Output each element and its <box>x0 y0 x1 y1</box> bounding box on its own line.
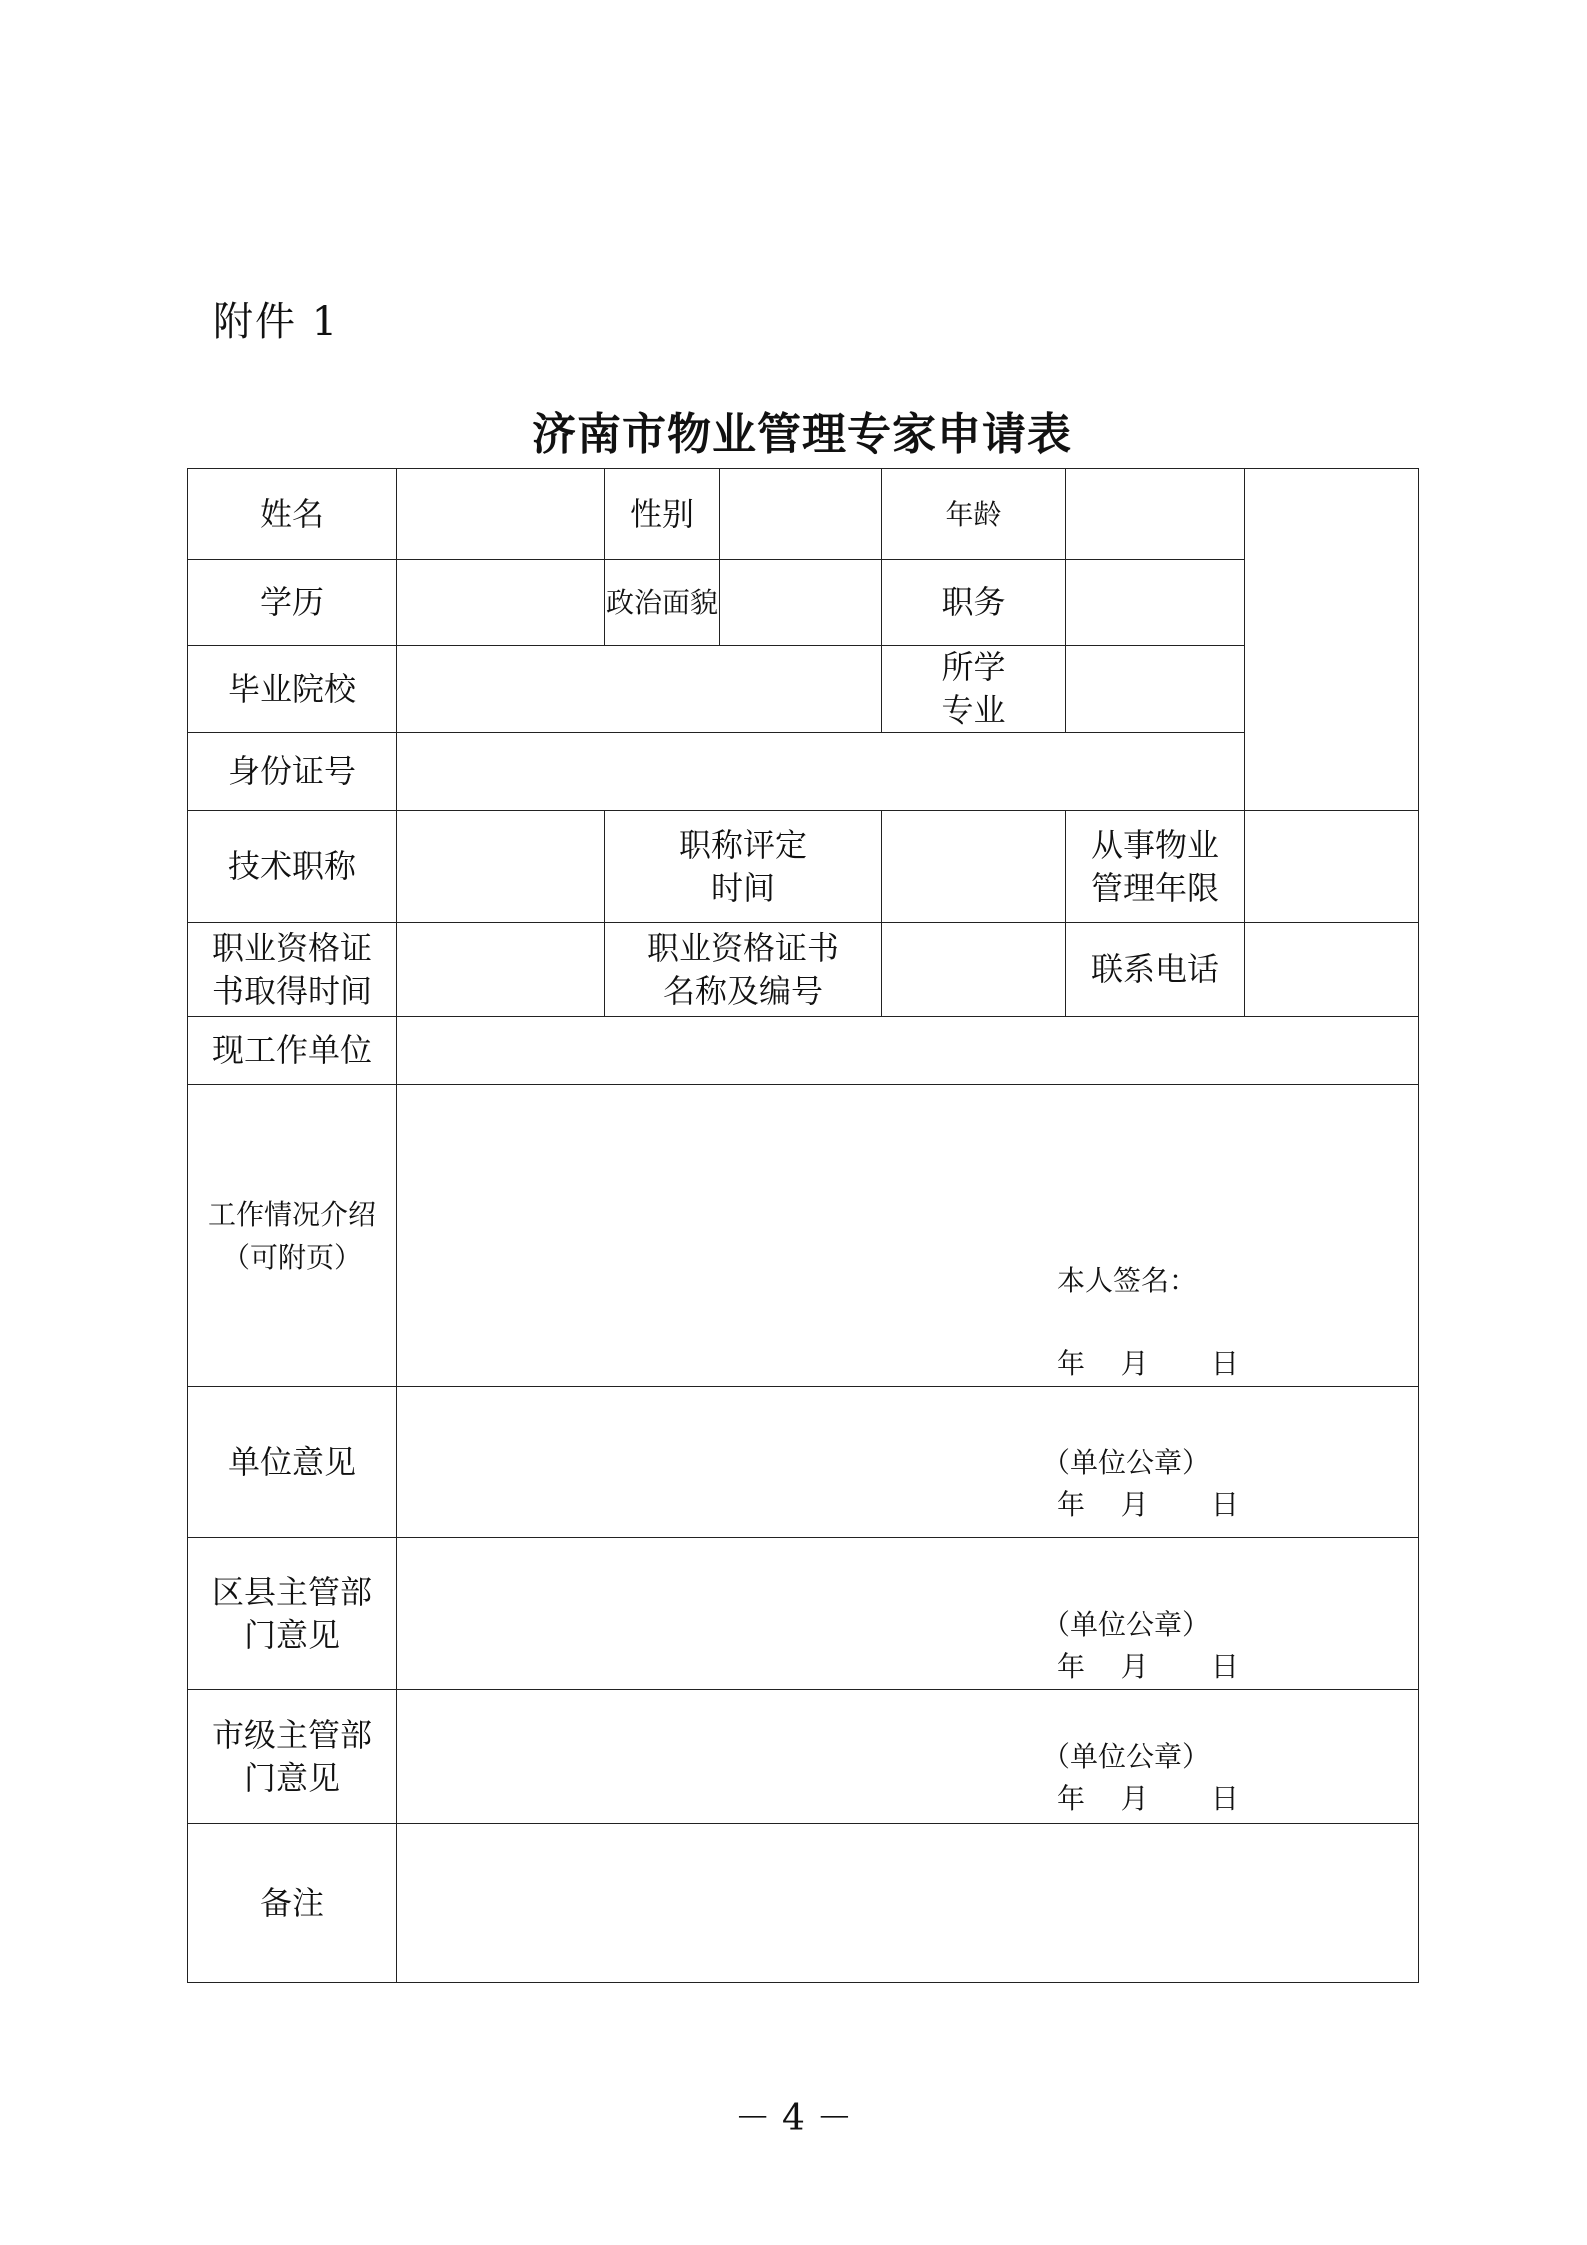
unit-seal-label: （单位公章） <box>1042 1446 1211 1479</box>
label-major: 所学 专业 <box>882 646 1066 733</box>
label-tech-title: 技术职称 <box>188 811 397 923</box>
input-cert-name-no[interactable] <box>882 923 1066 1017</box>
label-current-employer: 现工作单位 <box>188 1017 397 1085</box>
self-signature-label: 本人签名： <box>1057 1264 1198 1297</box>
label-remarks: 备注 <box>188 1824 397 1983</box>
label-district-opinion: 区县主管部 门意见 <box>188 1538 397 1690</box>
district-opinion-date: 年 月 日 <box>1057 1650 1239 1683</box>
label-education: 学历 <box>188 560 397 646</box>
label-age: 年龄 <box>882 469 1066 560</box>
application-form-table <box>187 468 1419 1983</box>
input-political-status[interactable] <box>720 560 882 646</box>
label-city-opinion: 市级主管部 门意见 <box>188 1690 397 1824</box>
input-school[interactable] <box>397 646 882 733</box>
input-name[interactable] <box>397 469 605 560</box>
attachment-label: 附件 1 <box>213 299 340 345</box>
input-remarks[interactable] <box>397 1824 1419 1983</box>
input-age[interactable] <box>1066 469 1245 560</box>
form-title: 济南市物业管理专家申请表 <box>532 409 1072 460</box>
input-unit-opinion[interactable] <box>397 1387 1419 1538</box>
work-intro-date: 年 月 日 <box>1057 1347 1239 1380</box>
label-gender: 性别 <box>605 469 720 560</box>
photo-cell[interactable] <box>1245 469 1419 811</box>
input-major[interactable] <box>1066 646 1245 733</box>
input-education[interactable] <box>397 560 605 646</box>
input-years-in-pm[interactable] <box>1245 811 1419 923</box>
input-district-opinion[interactable] <box>397 1538 1419 1690</box>
label-unit-opinion: 单位意见 <box>188 1387 397 1538</box>
input-id-number[interactable] <box>397 733 1245 811</box>
label-cert-name-no: 职业资格证书 名称及编号 <box>605 923 882 1017</box>
input-cert-date[interactable] <box>397 923 605 1017</box>
input-title-date[interactable] <box>882 811 1066 923</box>
label-school: 毕业院校 <box>188 646 397 733</box>
input-current-employer[interactable] <box>397 1017 1419 1085</box>
unit-opinion-date: 年 月 日 <box>1057 1488 1239 1521</box>
input-work-intro[interactable] <box>397 1085 1419 1387</box>
input-tech-title[interactable] <box>397 811 605 923</box>
district-seal-label: （单位公章） <box>1042 1608 1211 1641</box>
label-work-intro: 工作情况介绍 （可附页） <box>188 1085 397 1387</box>
input-city-opinion[interactable] <box>397 1690 1419 1824</box>
label-phone: 联系电话 <box>1066 923 1245 1017</box>
label-id-number: 身份证号 <box>188 733 397 811</box>
label-years-in-pm: 从事物业 管理年限 <box>1066 811 1245 923</box>
city-opinion-date: 年 月 日 <box>1057 1782 1239 1815</box>
label-position: 职务 <box>882 560 1066 646</box>
city-seal-label: （单位公章） <box>1042 1740 1211 1773</box>
input-position[interactable] <box>1066 560 1245 646</box>
label-title-date: 职称评定 时间 <box>605 811 882 923</box>
label-cert-date: 职业资格证 书取得时间 <box>188 923 397 1017</box>
label-political-status: 政治面貌 <box>605 560 720 646</box>
input-phone[interactable] <box>1245 923 1419 1017</box>
page-number: － 4 － <box>734 2098 853 2139</box>
input-gender[interactable] <box>720 469 882 560</box>
label-name: 姓名 <box>188 469 397 560</box>
